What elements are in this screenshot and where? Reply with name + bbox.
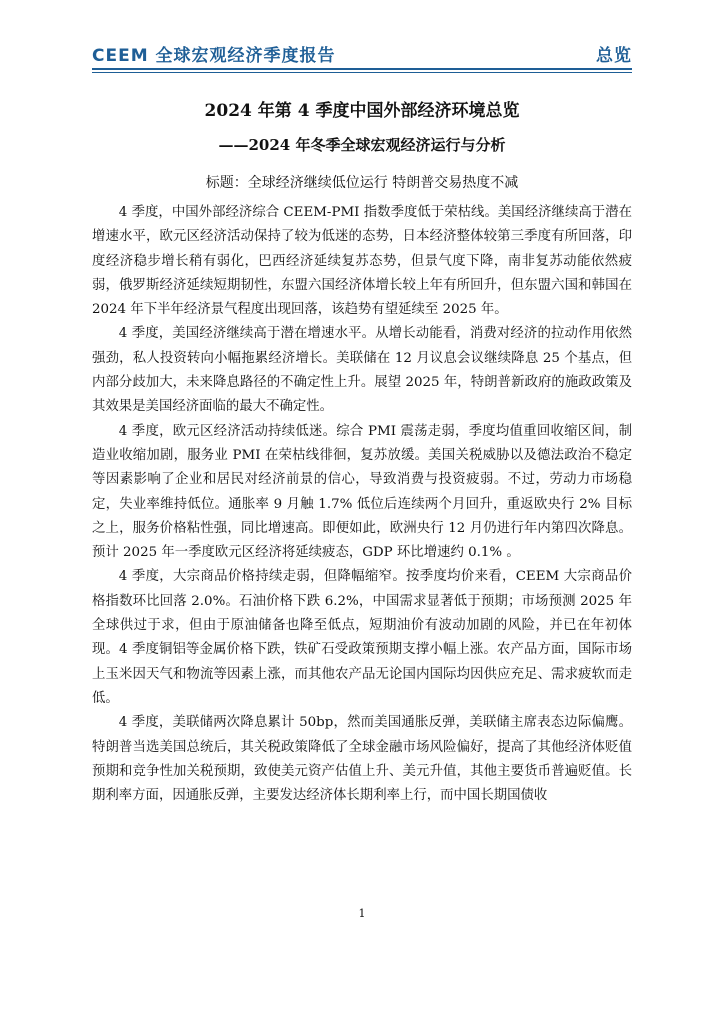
document-subtitle: ——2024 年冬季全球宏观经济运行与分析 [218,136,506,154]
document-title: 2024 年第 4 季度中国外部经济环境总览 [204,101,520,121]
header-rule-thick [92,68,632,70]
header-rule-thin [92,72,632,73]
section-label: 总览 [596,46,632,66]
report-series-title: CEEM 全球宏观经济季度报告 [92,46,336,66]
paragraph-monetary-policy: 4 季度，美联储两次降息累计 50bp，然而美国通胀反弹，美联储主席表态边际偏鹰。特朗普当选美国总统后，其关税政策降低了全球金融市场风险偏好，提高了其他经济体贬值预期和竞争性加关税预期，致使美元资产估值上升、美元升值，其他主要货币普遍贬值。长期利率方面，因通胀反弹，主要发达经济体长期利率上行，而中国长期国债收 [92,715,632,804]
paragraph-overview: 4 季度，中国外部经济综合 CEEM-PMI 指数季度低于荣枯线。美国经济继续高于潜在增速水平，欧元区经济活动保持了较为低迷的态势，日本经济整体较第三季度有所回落，印度经济稳步增长稍有弱化，巴西经济延续复苏态势，但景气度下降，南非复苏动能依然疲弱，俄罗斯经济延续短期韧性，东盟六国经济体增长较上年有所回升，但东盟六国和韩国在 2024 年下半年经济景气程度出现回落，该趋势有望延续至 2025 年。 [92,205,632,318]
document-tagline: 标题：全球经济继续低位运行 特朗普交易热度不减 [205,175,519,191]
paragraph-eurozone: 4 季度，欧元区经济活动持续低迷。综合 PMI 震荡走弱，季度均值重回收缩区间，制造业收缩加剧，服务业 PMI 在荣枯线徘徊，复苏放缓。美国关税威胁以及德法政治不稳定等因素影响了企业和居民对经济前景的信心，导致消费与投资疲弱。不过，劳动力市场稳定，失业率维持低位。通胀率 9 月触 1.7% 低位后连续两个月回升，重返欧央行 2% 目标之上，服务价格粘性强，同比增速高。即便如此，欧洲央行 12 月仍进行年内第四次降息。预计 2025 年一季度欧元区经济将延续疲态，GDP 环比增速约 0.1% 。 [92,423,632,561]
running-header [92,40,632,66]
paragraph-commodities: 4 季度，大宗商品价格持续走弱，但降幅缩窄。按季度均价来看，CEEM 大宗商品价格指数环比回落 2.0%。石油价格下跌 6.2%，中国需求显著低于预期；市场预测 2025 年全球供过于求，但由于原油储备也降至低点，短期油价有波动加剧的风险，并已在年初体现。4 季度铜铝等金属价格下跌，铁矿石受政策预期支撑小幅上涨。农产品方面，国际市场上玉米因天气和物流等因素上涨，而其他农产品无论国内国际均因供应充足、需求疲软而走低。 [92,569,632,706]
paragraph-us-economy: 4 季度，美国经济继续高于潜在增速水平。从增长动能看，消费对经济的拉动作用依然强劲，私人投资转向小幅拖累经济增长。美联储在 12 月议息会议继续降息 25 个基点，但内部分歧加大，未来降息路径的不确定性上升。展望 2025 年，特朗普新政府的施政政策及其效果是美国经济面临的最大不确定性。 [92,326,632,415]
body-text [92,201,632,808]
page-number: 1 [358,907,366,920]
